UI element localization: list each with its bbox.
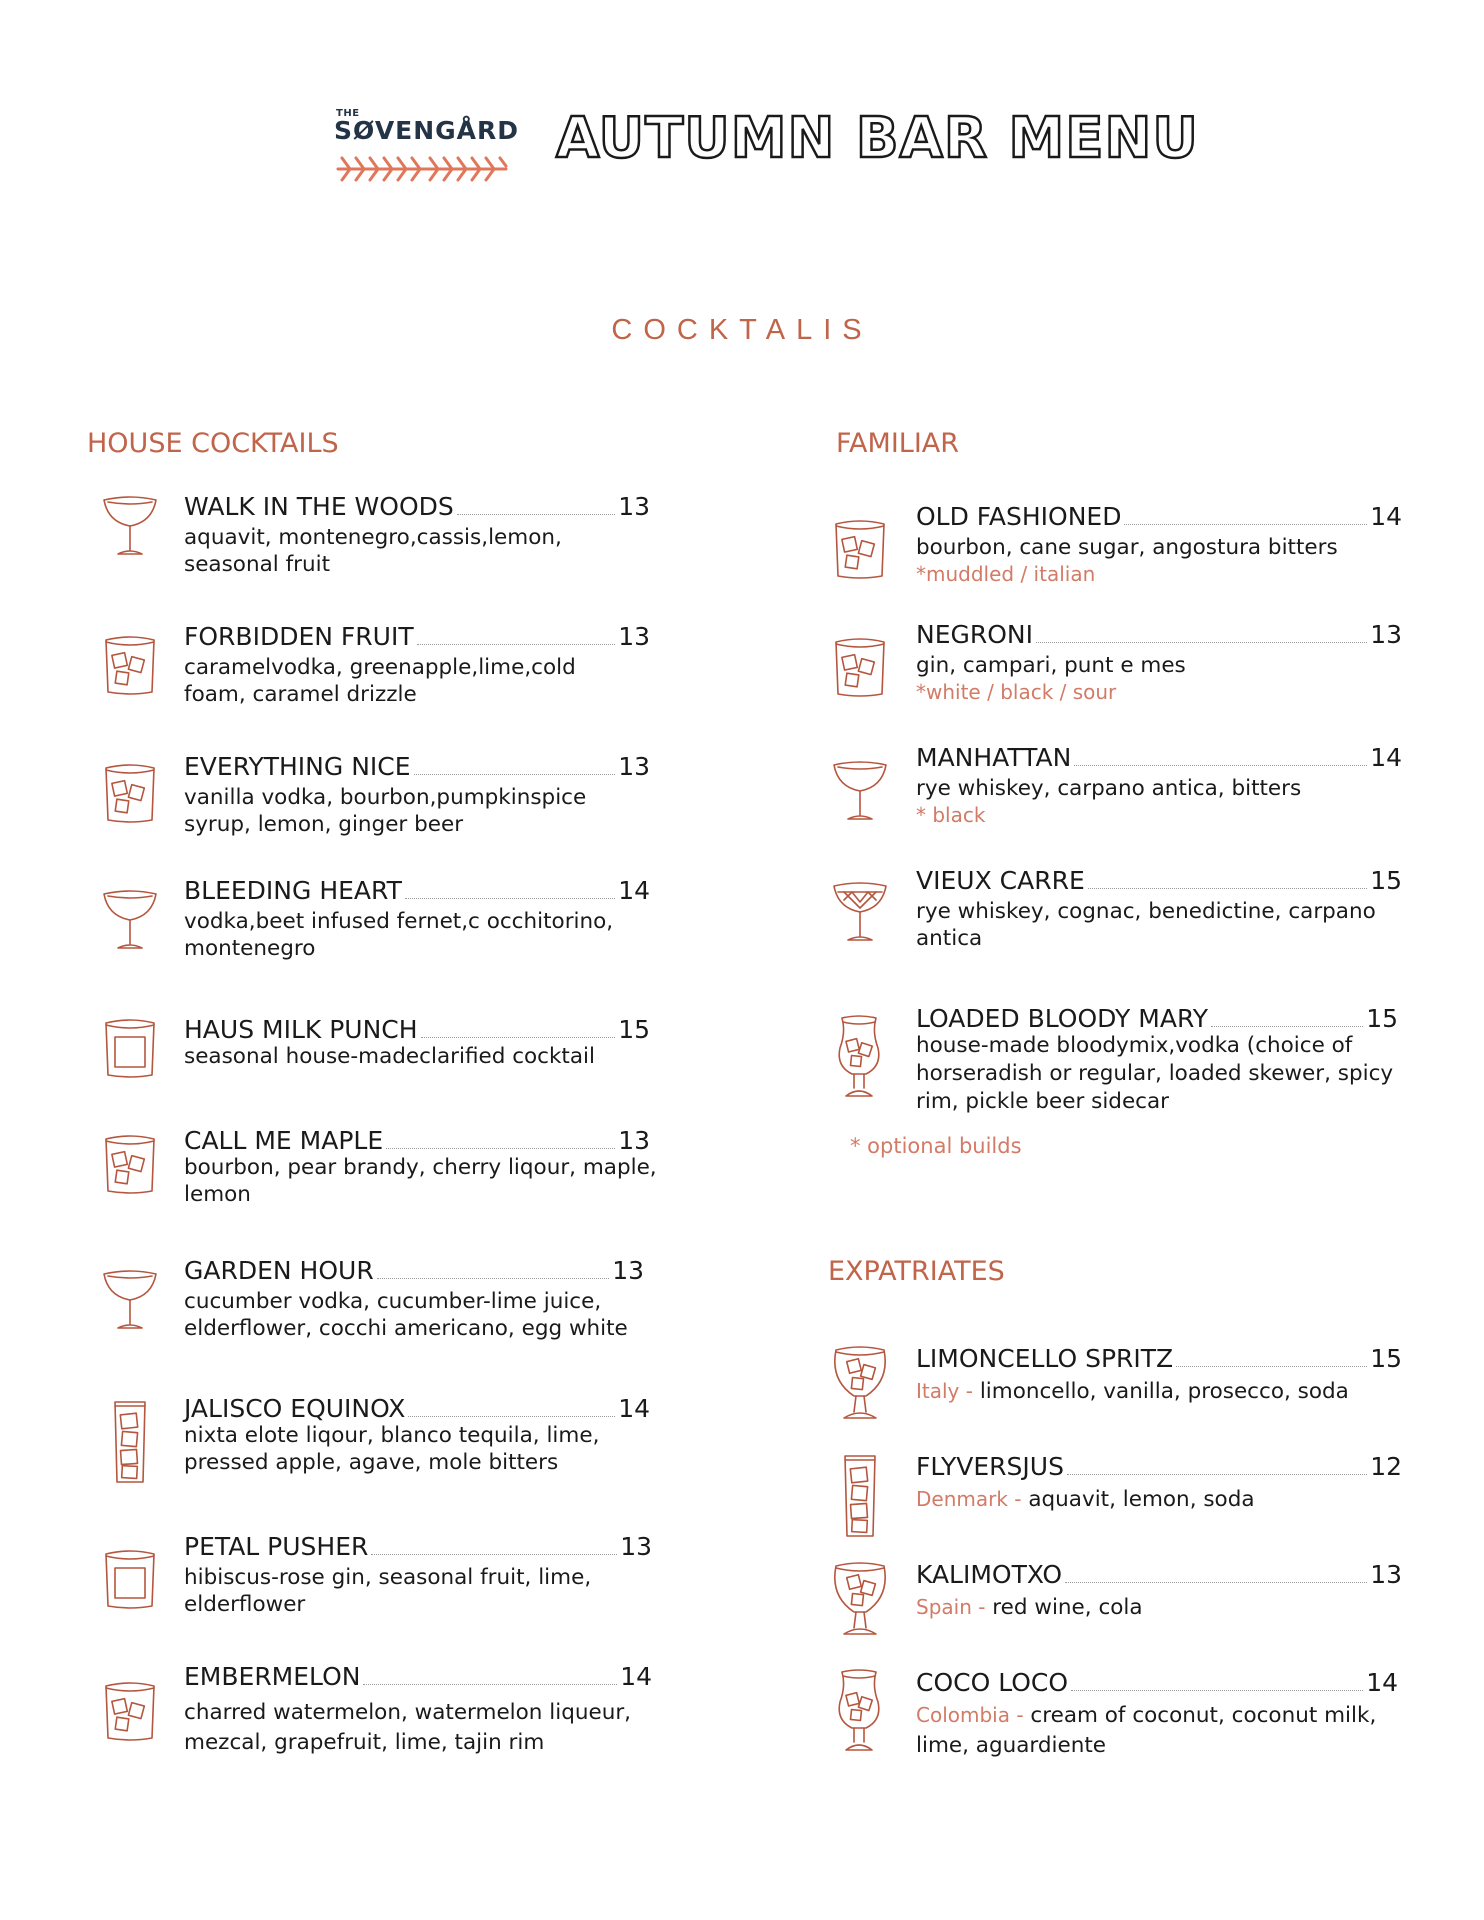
wine-glass-icon xyxy=(830,1344,890,1424)
big-cube-glass-icon xyxy=(100,1015,160,1085)
menu-title: AUTUMN BAR MENU xyxy=(556,106,1199,171)
tulip-glass-icon xyxy=(834,1014,884,1104)
item-price: 14 xyxy=(1370,502,1402,531)
rocks-glass-icon xyxy=(100,632,160,702)
menu-item xyxy=(830,743,1410,843)
item-name: BLEEDING HEART xyxy=(184,876,402,905)
item-description: cucumber vodka, cucumber-lime juice, elderflower, cocchi americano, egg white xyxy=(184,1289,628,1341)
item-origin: Colombia - xyxy=(916,1703,1024,1727)
item-origin: Italy - xyxy=(916,1379,973,1403)
item-name: WALK IN THE WOODS xyxy=(184,492,454,521)
cut-coupe-glass-icon xyxy=(830,878,890,948)
menu-item xyxy=(100,1015,660,1095)
brand-name: SØVENGÅRD xyxy=(334,116,520,145)
item-name: GARDEN HOUR xyxy=(184,1256,374,1285)
item-name: EMBERMELON xyxy=(184,1662,361,1691)
item-description: nixta elote liqour, blanco tequila, lime, pressed apple, agave, mole bitters xyxy=(184,1423,600,1475)
menu-item xyxy=(830,1560,1410,1650)
item-note: * black xyxy=(916,803,986,827)
menu-item xyxy=(100,1256,660,1356)
item-name: OLD FASHIONED xyxy=(916,502,1122,531)
menu-item xyxy=(100,752,660,852)
item-origin: Spain - xyxy=(916,1595,986,1619)
menu-item xyxy=(830,502,1410,602)
item-price: 15 xyxy=(1366,1004,1398,1033)
familiar-heading: FAMILIAR xyxy=(836,428,960,459)
item-description: caramelvodka, greenapple,lime,cold foam, caramel drizzle xyxy=(184,655,576,707)
item-price: 15 xyxy=(1370,1344,1402,1373)
item-description: hibiscus-rose gin, seasonal fruit, lime, elderflower xyxy=(184,1565,592,1617)
rocks-glass-icon xyxy=(830,516,890,586)
big-cube-glass-icon xyxy=(100,1546,160,1616)
item-description: house-made bloodymix,vodka (choice of horseradish or regular, loaded skewer, spicy rim, pickle beer sidecar xyxy=(916,1033,1394,1114)
item-description: vodka,beet infused fernet,c occhitorino, montenegro xyxy=(184,909,614,961)
item-name: HAUS MILK PUNCH xyxy=(184,1015,418,1044)
item-origin: Denmark - xyxy=(916,1487,1022,1511)
menu-item xyxy=(100,492,660,592)
menu-item xyxy=(830,620,1410,720)
rocks-glass-icon xyxy=(100,1131,160,1201)
item-name: LOADED BLOODY MARY xyxy=(916,1004,1208,1033)
item-description: Denmark - aquavit, lemon, soda xyxy=(916,1487,1255,1512)
item-price: 13 xyxy=(618,622,650,651)
item-price: 14 xyxy=(618,1394,650,1423)
item-price: 15 xyxy=(1370,866,1402,895)
highball-glass-icon xyxy=(840,1452,880,1542)
menu-item xyxy=(100,1126,660,1226)
section-title: COCKTALIS xyxy=(611,314,873,346)
item-name: VIEUX CARRE xyxy=(916,866,1085,895)
item-price: 13 xyxy=(612,1256,644,1285)
coupe-glass-icon xyxy=(100,886,160,956)
item-price: 15 xyxy=(618,1015,650,1044)
wheat-pattern-icon xyxy=(334,148,510,190)
item-name: FLYVERSJUS xyxy=(916,1452,1064,1481)
item-price: 14 xyxy=(1370,743,1402,772)
item-description: bourbon, pear brandy, cherry liqour, maple, lemon xyxy=(184,1155,657,1207)
item-price: 14 xyxy=(618,876,650,905)
rocks-glass-icon xyxy=(830,634,890,704)
item-price: 13 xyxy=(1370,620,1402,649)
coupe-glass-icon xyxy=(100,1266,160,1336)
brand-the: THE xyxy=(336,108,360,119)
item-name: COCO LOCO xyxy=(916,1668,1069,1697)
coupe-glass-icon xyxy=(830,757,890,827)
item-description: vanilla vodka, bourbon,pumpkinspice syrup, lemon, ginger beer xyxy=(184,785,587,837)
item-note: *muddled / italian xyxy=(916,562,1096,586)
optional-builds-note: * optional builds xyxy=(850,1134,1022,1158)
item-description: charred watermelon, watermelon liqueur, mezcal, grapefruit, lime, tajin rim xyxy=(184,1700,632,1755)
menu-item xyxy=(830,1452,1410,1552)
item-price: 13 xyxy=(620,1532,652,1561)
item-description: bourbon, cane sugar, angostura bitters xyxy=(916,535,1338,560)
rocks-glass-icon xyxy=(100,760,160,830)
wine-glass-icon xyxy=(830,1560,890,1640)
menu-item xyxy=(100,1662,660,1762)
menu-item xyxy=(100,876,660,976)
item-price: 13 xyxy=(618,492,650,521)
item-name: LIMONCELLO SPRITZ xyxy=(916,1344,1174,1373)
highball-glass-icon xyxy=(110,1398,150,1488)
item-name: FORBIDDEN FRUIT xyxy=(184,622,414,651)
menu-item xyxy=(830,1004,1410,1124)
brand-logo xyxy=(334,108,520,190)
item-name: PETAL PUSHER xyxy=(184,1532,369,1561)
menu-item xyxy=(830,1668,1410,1778)
item-description: gin, campari, punt e mes xyxy=(916,653,1186,678)
item-price: 14 xyxy=(1366,1668,1398,1697)
item-description: Spain - red wine, cola xyxy=(916,1595,1143,1620)
menu-item xyxy=(100,622,660,722)
item-name: JALISCO EQUINOX xyxy=(184,1394,406,1423)
coupe-glass-icon xyxy=(100,492,160,562)
menu-item xyxy=(830,866,1410,966)
item-name: KALIMOTXO xyxy=(916,1560,1063,1589)
tulip-glass-icon xyxy=(834,1668,884,1758)
menu-item xyxy=(100,1532,660,1632)
item-price: 13 xyxy=(618,1126,650,1155)
item-note: *white / black / sour xyxy=(916,680,1117,704)
menu-item xyxy=(100,1394,660,1504)
item-price: 14 xyxy=(620,1662,652,1691)
item-name: CALL ME MAPLE xyxy=(184,1126,384,1155)
menu-item xyxy=(830,1344,1410,1434)
house-cocktails-heading: HOUSE COCKTAILS xyxy=(87,428,339,459)
item-description: Italy - limoncello, vanilla, prosecco, soda xyxy=(916,1379,1349,1404)
item-description: aquavit, montenegro,cassis,lemon, seasonal fruit xyxy=(184,525,562,577)
item-description: seasonal house-madeclarified cocktail xyxy=(184,1044,595,1069)
item-price: 13 xyxy=(618,752,650,781)
item-description: rye whiskey, cognac, benedictine, carpano antica xyxy=(916,899,1376,951)
item-name: EVERYTHING NICE xyxy=(184,752,411,781)
item-name: MANHATTAN xyxy=(916,743,1072,772)
rocks-glass-icon xyxy=(100,1678,160,1748)
item-price: 13 xyxy=(1370,1560,1402,1589)
expatriates-heading: EXPATRIATES xyxy=(828,1256,1005,1287)
item-description: rye whiskey, carpano antica, bitters xyxy=(916,776,1302,801)
item-name: NEGRONI xyxy=(916,620,1033,649)
item-description: Colombia - cream of coconut, coconut milk, lime, aguardiente xyxy=(916,1703,1377,1758)
item-price: 12 xyxy=(1370,1452,1402,1481)
